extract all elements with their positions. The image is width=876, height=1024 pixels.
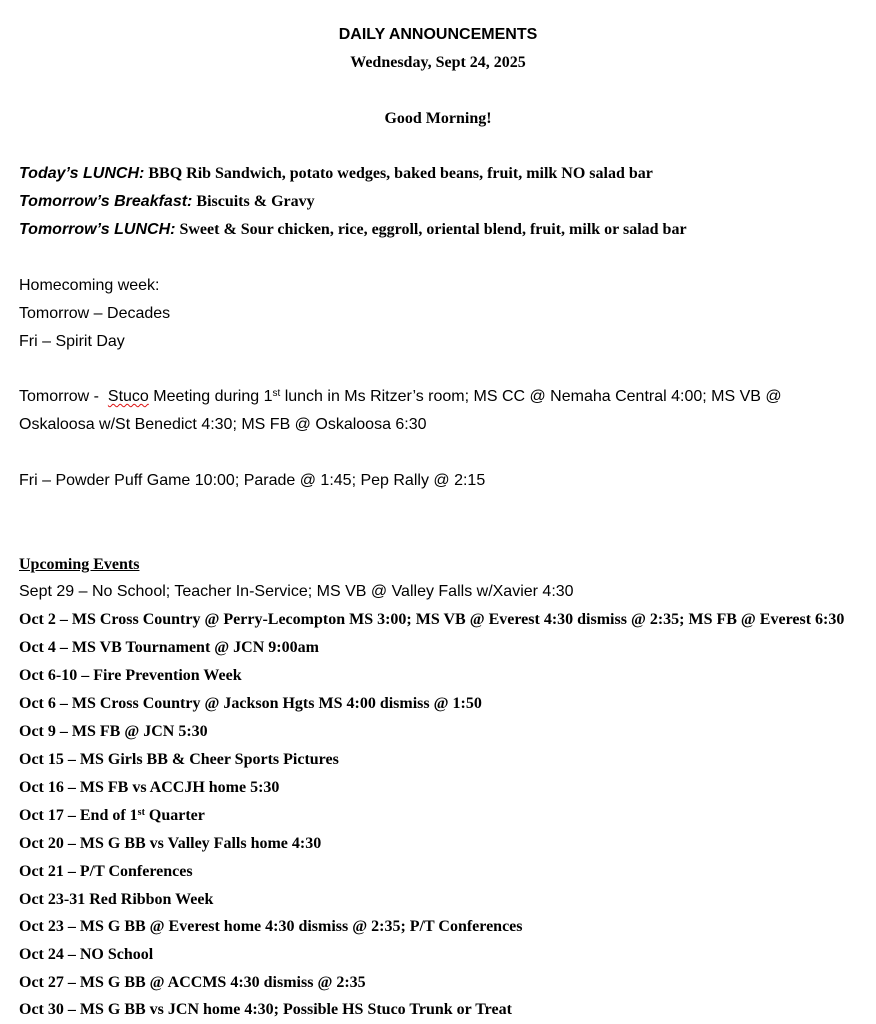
event-item: Oct 24 – NO School (19, 946, 154, 963)
date-line: Wednesday, Sept 24, 2025 (350, 54, 526, 71)
meal-label: Today’s LUNCH: (19, 165, 145, 182)
event-item: Oct 6 – MS Cross Country @ Jackson Hgts MS 4:00 dismiss @ 1:50 (19, 695, 482, 712)
oct17-post: Quarter (144, 807, 205, 824)
event-item: Oct 21 – P/T Conferences (19, 863, 193, 880)
event-item: Oct 20 – MS G BB vs Valley Falls home 4:30 (19, 835, 322, 852)
homecoming-item: Fri – Spirit Day (19, 333, 125, 350)
tomorrow-schedule-line-2: Oskaloosa w/St Benedict 4:30; MS FB @ Oskaloosa 6:30 (19, 416, 427, 433)
event-item: Oct 4 – MS VB Tournament @ JCN 9:00am (19, 639, 319, 656)
stuco-word: Stuco (107, 388, 149, 405)
meal-label: Tomorrow’s LUNCH: (19, 221, 176, 238)
meal-today-lunch (19, 164, 653, 184)
oct17-pre: Oct 17 – End of 1 (19, 807, 138, 824)
meal-value: Biscuits & Gravy (196, 193, 315, 210)
meal-value: Sweet & Sour chicken, rice, eggroll, oriental blend, fruit, milk or salad bar (179, 221, 687, 238)
tomorrow-schedule-line-1 (19, 387, 782, 407)
meal-value: BBQ Rib Sandwich, potato wedges, baked beans, fruit, milk NO salad bar (148, 165, 653, 182)
event-item: Oct 2 – MS Cross Country @ Perry-Lecompton MS 3:00; MS VB @ Everest 4:30 dismiss @ 2:35; MS FB @ Everest 6:30 (19, 611, 845, 628)
event-item: Oct 6-10 – Fire Prevention Week (19, 667, 242, 684)
event-item-oct17 (19, 806, 205, 826)
event-item: Oct 23 – MS G BB @ Everest home 4:30 dismiss @ 2:35; P/T Conferences (19, 918, 523, 935)
page-title: DAILY ANNOUNCEMENTS (338, 26, 538, 43)
event-item: Oct 9 – MS FB @ JCN 5:30 (19, 723, 208, 740)
homecoming-item: Tomorrow – Decades (19, 305, 171, 322)
event-item: Oct 15 – MS Girls BB & Cheer Sports Pictures (19, 751, 339, 768)
upcoming-heading: Upcoming Events (19, 556, 140, 573)
meal-label: Tomorrow’s Breakfast: (19, 193, 193, 210)
event-item: Oct 16 – MS FB vs ACCJH home 5:30 (19, 779, 280, 796)
superscript: st (137, 807, 145, 818)
superscript: st (272, 388, 281, 399)
event-item: Oct 30 – MS G BB vs JCN home 4:30; Possible HS Stuco Trunk or Treat (19, 1001, 512, 1018)
meal-tomorrow-breakfast (19, 192, 315, 212)
meal-tomorrow-lunch (19, 220, 687, 240)
event-sept29: Sept 29 – No School; Teacher In-Service; MS VB @ Valley Falls w/Xavier 4:30 (19, 583, 574, 600)
tomorrow-mid: Meeting during 1 (148, 388, 273, 405)
homecoming-heading: Homecoming week: (19, 277, 160, 294)
friday-schedule: Fri – Powder Puff Game 10:00; Parade @ 1:45; Pep Rally @ 2:15 (19, 472, 486, 489)
event-item: Oct 27 – MS G BB @ ACCMS 4:30 dismiss @ 2:35 (19, 974, 366, 991)
event-item: Oct 23-31 Red Ribbon Week (19, 891, 214, 908)
tomorrow-rest: lunch in Ms Ritzer’s room; MS CC @ Nemaha Central 4:00; MS VB @ (280, 388, 782, 405)
greeting: Good Morning! (384, 110, 492, 127)
tomorrow-prefix: Tomorrow - (19, 388, 108, 405)
